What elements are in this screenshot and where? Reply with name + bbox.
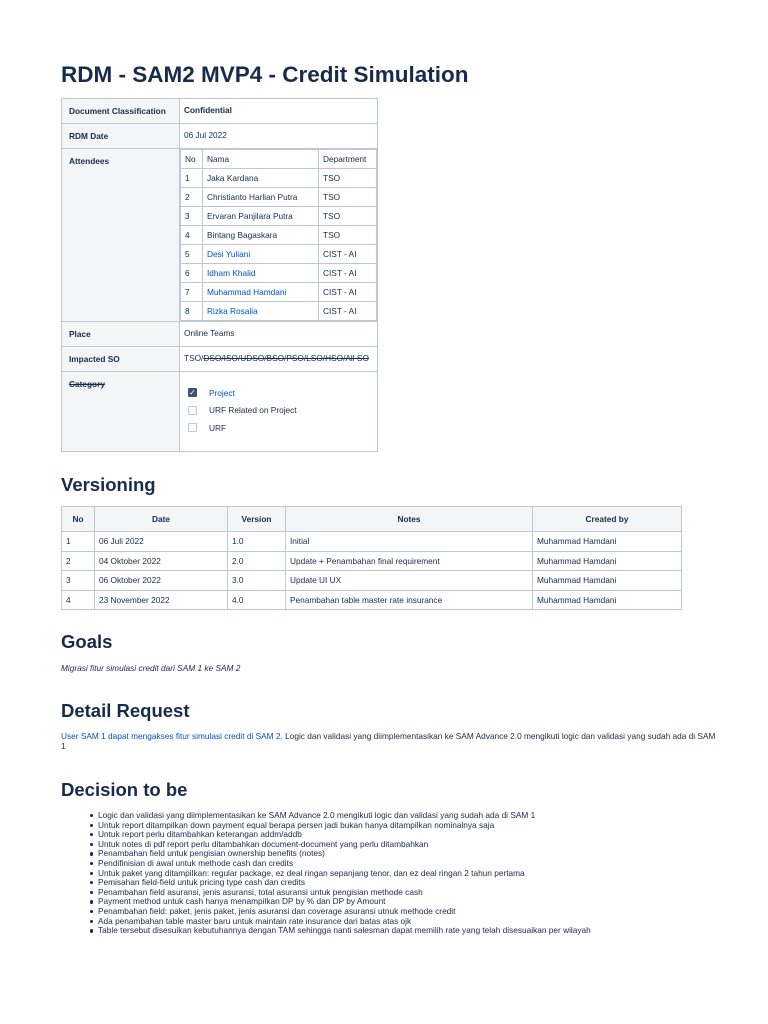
attendee-no: 1 [181,169,203,188]
checked-checkbox-icon[interactable]: ✓ [189,388,196,398]
versioning-row [62,590,682,610]
attendee-no: 6 [181,264,203,283]
attendees-header-no: No [181,150,203,169]
goals-heading: Goals [61,631,113,652]
versioning-header-row [62,507,682,532]
attendee-department: CIST - AI [319,302,377,321]
versioning-heading: Versioning [61,474,156,495]
classification-value: Confidential [180,99,378,124]
version-notes: Update + Penambahan final requirement [286,551,533,571]
category-task-list [180,372,377,443]
version-created-by: Muhammad Hamdani [533,551,682,571]
version-number: 1.0 [228,532,286,552]
version-date: 23 November 2022 [95,590,228,610]
versioning-row [62,571,682,591]
classification-label: Document Classification [62,99,180,124]
impacted-so-struck: DSO/ISO/UDSO/BSO/PSO/LSO/HSO/All SO [203,353,369,363]
version-no: 4 [62,590,95,610]
versioning-header-no: No [62,507,95,532]
attendee-no: 2 [181,188,203,207]
impacted-so-plain: TSO/ [184,353,204,363]
attendees-header-row [181,150,377,169]
versioning-header-notes: Notes [286,507,533,532]
decision-item: Pemisahan field-field untuk pricing type cash dan credits [61,878,591,888]
decision-item: Untuk notes di pdf report perlu ditambahkan document-document yang perlu ditambahkan [61,840,591,850]
version-no: 1 [62,532,95,552]
decision-heading: Decision to be [61,779,188,800]
version-created-by: Muhammad Hamdani [533,571,682,591]
version-notes: Update UI UX [286,571,533,591]
versioning-row [62,551,682,571]
attendee-row [181,245,377,264]
category-item-label: URF Related on Project [209,405,297,416]
attendee-no: 5 [181,245,203,264]
page-title: RDM - SAM2 MVP4 - Credit Simulation [61,62,469,87]
decision-item: Table tersebut disesuikan kebutuhannya dengan TAM sehingga nanti salesman dapat memilih rate yang telah disesuaikan per wilayah [61,926,591,936]
attendee-row [181,207,377,226]
decision-item: Untuk report ditampilkan down payment equal berapa persen jadi bukan hanya ditampilkan nominalnya saja [61,821,591,831]
decision-item: Payment method untuk cash hanya menampilkan DP by % dan DP by Amount [61,897,591,907]
impacted-so-label: Impacted SO [62,347,180,372]
info-table [61,98,378,452]
attendees-table [180,149,377,321]
attendee-department: TSO [319,226,377,245]
attendee-mention-link[interactable]: Rizka Rosalia [207,306,258,316]
rdm-date-value: 06 Jul 2022 [180,124,378,149]
attendee-no: 8 [181,302,203,321]
attendee-name-cell [203,283,319,302]
detail-request-link[interactable]: User SAM 1 dapat mengakses fitur simulasi credit di SAM 2. [61,731,283,741]
attendee-no: 7 [181,283,203,302]
version-number: 3.0 [228,571,286,591]
version-date: 04 Oktober 2022 [95,551,228,571]
attendee-mention-link[interactable]: Idham Khalid [207,268,256,278]
version-notes: Initial [286,532,533,552]
attendee-no: 4 [181,226,203,245]
versioning-row [62,532,682,552]
version-number: 2.0 [228,551,286,571]
decision-item: Penambahan field untuk pengisian ownership benefits (notes) [61,849,591,859]
version-no: 2 [62,551,95,571]
category-item-label: URF [209,422,227,433]
category-cell [180,372,378,452]
version-no: 3 [62,571,95,591]
attendees-header-department: Department [319,150,377,169]
attendee-mention-link[interactable]: Desi Yuliani [207,249,251,259]
version-notes: Penambahan table master rate insurance [286,590,533,610]
attendee-department: TSO [319,169,377,188]
attendee-row [181,226,377,245]
version-date: 06 Oktober 2022 [95,571,228,591]
detail-request-heading: Detail Request [61,700,190,721]
category-item-urf[interactable] [188,419,377,437]
decision-item: Logic dan validasi yang diimplementasikan ke SAM Advance 2.0 mengikuti logic dan validasi yang sudah ada di SAM 1 [61,811,591,821]
attendee-department: TSO [319,188,377,207]
impacted-so-value [180,347,378,372]
category-label: Category [62,372,180,452]
versioning-table [61,506,682,610]
attendee-department: CIST - AI [319,283,377,302]
versioning-header-date: Date [95,507,228,532]
unchecked-checkbox-icon[interactable] [188,406,197,415]
versioning-header-created-by: Created by [533,507,682,532]
attendee-mention-link[interactable]: Muhammad Hamdani [207,287,287,297]
detail-request-body: Logic dan validasi yang diimplementasikan ke SAM Advance 2.0 mengikuti logic dan validasi yang sudah ada di SAM 1 [61,731,716,751]
place-label: Place [62,322,180,347]
version-number: 4.0 [228,590,286,610]
attendee-name: Jaka Kardana [203,169,319,188]
versioning-header-version: Version [228,507,286,532]
unchecked-checkbox-icon[interactable] [188,423,197,432]
version-date: 06 Juli 2022 [95,532,228,552]
attendee-department: TSO [319,207,377,226]
attendees-label: Attendees [62,149,180,322]
category-item-project[interactable] [188,384,377,402]
attendee-name-cell [203,264,319,283]
attendee-row [181,188,377,207]
category-item-urf-related[interactable] [188,402,377,420]
attendee-name: Bintang Bagaskara [203,226,319,245]
place-value: Online Teams [180,322,378,347]
decision-list [61,811,591,936]
rdm-date-label: RDM Date [62,124,180,149]
attendee-row [181,302,377,321]
decision-item: Pendifinisian di awal untuk methode cash dan credits [61,859,591,869]
category-item-label: Project [209,387,235,398]
attendee-department: CIST - AI [319,245,377,264]
detail-request-text [61,732,716,751]
version-created-by: Muhammad Hamdani [533,590,682,610]
attendee-name-cell [203,302,319,321]
attendee-name: Christianto Harlian Putra [203,188,319,207]
decision-item: Penambahan field: paket, jenis paket, jenis asuransi dan coverage asuransi utnuk methode credit [61,907,591,917]
decision-item: Untuk report perlu ditambahkan keterangan addm/addb [61,830,591,840]
attendee-name-cell [203,245,319,264]
attendee-no: 3 [181,207,203,226]
decision-item: Penambahan field asuransi, jenis asuransi, total asuransi untuk pengisian methode cash [61,888,591,898]
attendees-cell [180,149,378,322]
attendee-department: CIST - AI [319,264,377,283]
version-created-by: Muhammad Hamdani [533,532,682,552]
decision-item: Untuk paket yang ditampilkan: regular package, ez deal ringan sepanjang tenor, dan ez deal ringan 2 tahun pertama [61,869,591,879]
attendee-row [181,264,377,283]
decision-item: Ada penambahan table master baru untuk maintain rate insurance dari batas atas ojk [61,917,591,927]
attendee-name: Ervaran Panjilara Putra [203,207,319,226]
attendee-row [181,169,377,188]
attendee-row [181,283,377,302]
goals-text: Migrasi fitur simulasi credit dari SAM 1 ke SAM 2 [61,663,241,673]
attendees-header-name: Nama [203,150,319,169]
